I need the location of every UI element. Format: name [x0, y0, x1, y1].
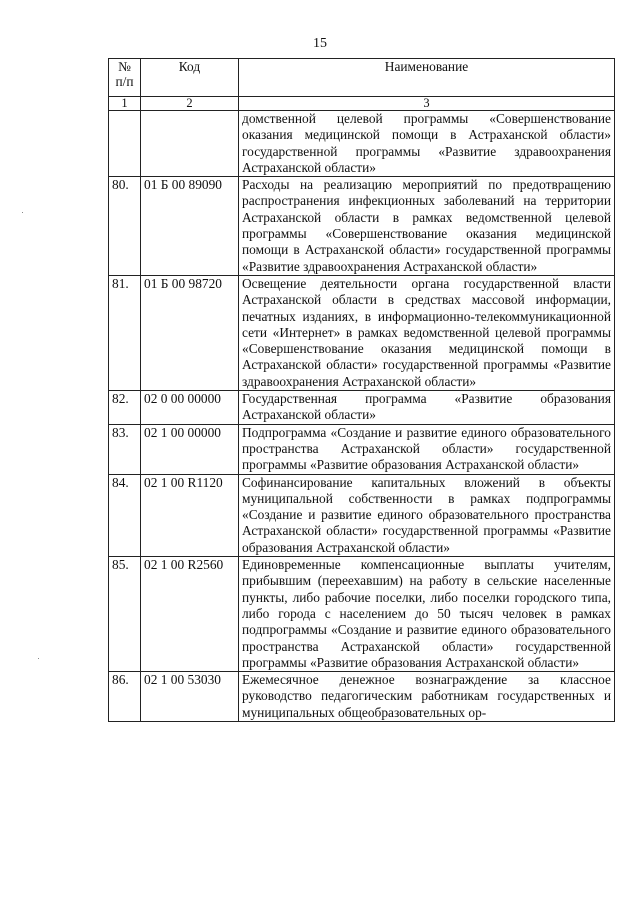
row-code: 01 Б 00 89090	[141, 177, 239, 276]
row-number: 84.	[109, 474, 141, 556]
row-name: Подпрограмма «Создание и развитие единого образовательного пространства Астраханской области» государственной программы «Развитие образования Астраханской области»	[239, 424, 615, 474]
row-name: Ежемесячное денежное вознаграждение за классное руководство педагогическим работникам государственных и муниципальных общеобразовательных ор-	[239, 672, 615, 722]
row-number: 85.	[109, 557, 141, 672]
table-row	[109, 424, 615, 474]
row-name: домственной целевой программы «Совершенствование оказания медицинской помощи в Астраханской области» государственной программы «Развитие здравоохранения Астраханской области»	[239, 111, 615, 177]
header-number-label: № п/п	[115, 59, 134, 89]
row-code: 02 1 00 R1120	[141, 474, 239, 556]
table-row	[109, 557, 615, 672]
table-row	[109, 474, 615, 556]
row-number: 82.	[109, 391, 141, 425]
row-name: Софинансирование капитальных вложений в объекты муниципальной собственности в рамках подпрограммы «Создание и развитие единого образовательного пространства Астраханской области» государственной программы «Развитие образования Астраханской области»	[239, 474, 615, 556]
budget-classification-table	[108, 58, 615, 722]
row-name: Единовременные компенсационные выплаты учителям, прибывшим (переехавшим) на работу в сельские населенные пункты, либо рабочие поселки, либо поселки городского типа, либо города с населением до 50 тысяч человек в рамках подпрограммы «Создание и развитие единого образовательного пространства Астраханской области» государственной программы «Развитие образования Астраханской области»	[239, 557, 615, 672]
scan-speck	[22, 212, 23, 213]
header-code: Код	[141, 59, 239, 97]
row-code: 02 1 00 53030	[141, 672, 239, 722]
table-row	[109, 672, 615, 722]
table-row	[109, 275, 615, 390]
column-number-1: 1	[109, 97, 141, 111]
row-name: Освещение деятельности органа государственной власти Астраханской области в средствах массовой информации, печатных изданиях, в информационно-телекоммуникационной сети «Интернет» в рамках ведомственной целевой программы «Совершенствование оказания медицинской помощи в Астраханской области» государственной программы «Развитие здравоохранения Астраханской области»	[239, 275, 615, 390]
row-code: 01 Б 00 98720	[141, 275, 239, 390]
table-row	[109, 391, 615, 425]
header-number	[109, 59, 141, 97]
header-name: Наименование	[239, 59, 615, 97]
row-name: Расходы на реализацию мероприятий по предотвращению распространения инфекционных заболеваний на территории Астраханской области в рамках ведомственной целевой программы «Совершенствование оказания медицинской помощи в Астраханской области» государственной программы «Развитие здравоохранения Астраханской области»	[239, 177, 615, 276]
page-number: 15	[313, 36, 327, 51]
row-number: 83.	[109, 424, 141, 474]
scan-speck	[38, 658, 39, 659]
row-code: 02 1 00 R2560	[141, 557, 239, 672]
table-header-row	[109, 59, 615, 97]
column-number-3: 3	[239, 97, 615, 111]
table-row	[109, 177, 615, 276]
row-code: 02 0 00 00000	[141, 391, 239, 425]
row-number: 80.	[109, 177, 141, 276]
row-code	[141, 111, 239, 177]
row-code: 02 1 00 00000	[141, 424, 239, 474]
row-name: Государственная программа «Развитие образования Астраханской области»	[239, 391, 615, 425]
column-number-2: 2	[141, 97, 239, 111]
table-row	[109, 111, 615, 177]
row-number	[109, 111, 141, 177]
row-number: 81.	[109, 275, 141, 390]
column-numbers-row	[109, 97, 615, 111]
row-number: 86.	[109, 672, 141, 722]
